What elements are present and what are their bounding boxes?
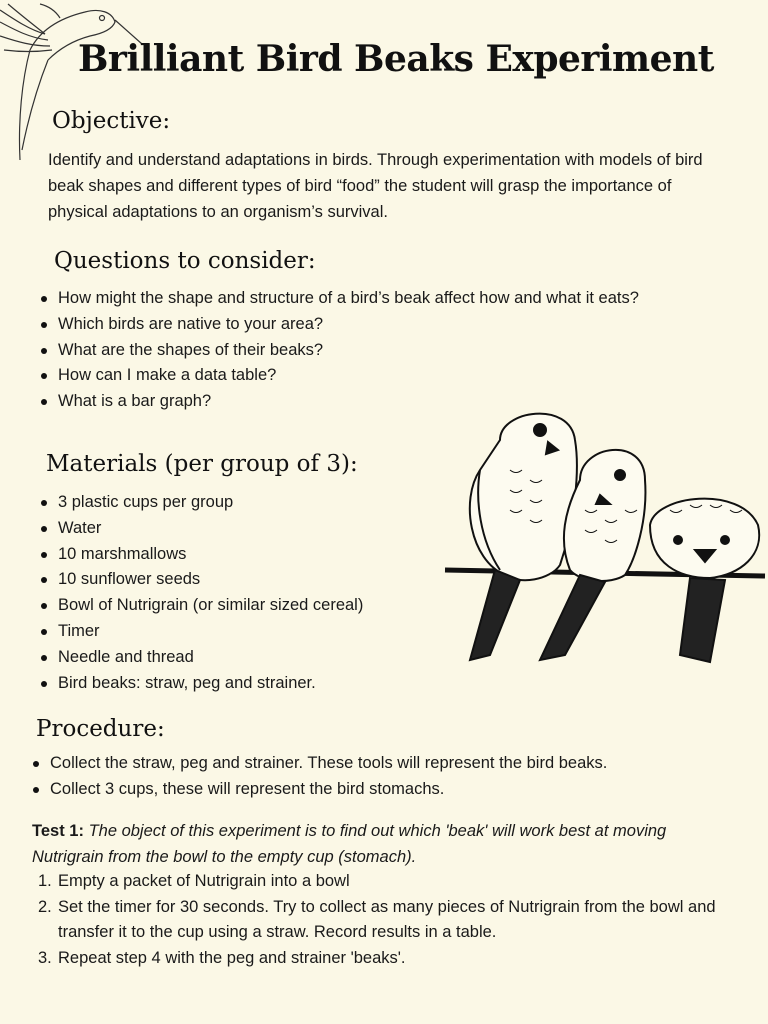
step-text: Set the timer for 30 seconds. Try to collect as many pieces of Nutrigrain from the bowl and transfer it to the cup using a straw. Record results in a table.	[58, 897, 716, 941]
list-item	[32, 869, 762, 895]
list-item: Water	[34, 516, 363, 542]
test1-description: The object of this experiment is to find out which 'beak' will work best at moving Nutrigrain from the bowl to the empty cup (stomach).	[32, 822, 667, 866]
procedure-heading: Procedure:	[36, 716, 165, 742]
list-item	[32, 946, 762, 972]
list-item: Bowl of Nutrigrain (or similar sized cereal)	[34, 593, 363, 619]
test1-paragraph	[32, 818, 732, 870]
list-item: Needle and thread	[34, 645, 363, 671]
step-text: Empty a packet of Nutrigrain into a bowl	[58, 872, 350, 890]
step-number: 1.	[38, 872, 52, 890]
list-item: Timer	[34, 619, 363, 645]
list-item: How might the shape and structure of a bird’s beak affect how and what it eats?	[34, 286, 639, 312]
objective-heading: Objective:	[52, 108, 171, 134]
list-item: 10 marshmallows	[34, 542, 363, 568]
materials-list	[34, 490, 363, 696]
questions-list	[34, 286, 639, 415]
list-item: Bird beaks: straw, peg and strainer.	[34, 671, 363, 697]
list-item	[32, 895, 762, 946]
list-item: What are the shapes of their beaks?	[34, 338, 639, 364]
procedure-list	[26, 751, 607, 803]
objective-text: Identify and understand adaptations in birds. Through experimentation with models of bird beak shapes and different types of bird “food” the student will grasp the importance of physical adaptations to an organism’s survival.	[48, 151, 703, 221]
materials-heading: Materials (per group of 3):	[46, 451, 358, 477]
list-item: Collect 3 cups, these will represent the bird stomachs.	[26, 777, 607, 803]
page-title: Brilliant Bird Beaks Experiment	[78, 38, 714, 80]
list-item: What is a bar graph?	[34, 389, 639, 415]
list-item: Collect the straw, peg and strainer. These tools will represent the bird beaks.	[26, 751, 607, 777]
step-number: 2.	[38, 897, 52, 916]
test1-steps	[32, 869, 762, 971]
step-text: Repeat step 4 with the peg and strainer 'beaks'.	[58, 948, 406, 967]
list-item: Which birds are native to your area?	[34, 312, 639, 338]
list-item: How can I make a data table?	[34, 363, 639, 389]
step-number: 3.	[38, 948, 52, 967]
list-item: 3 plastic cups per group	[34, 490, 363, 516]
list-item: 10 sunflower seeds	[34, 567, 363, 593]
test1-label: Test 1:	[32, 822, 84, 840]
hummingbird-illustration	[0, 0, 150, 170]
perched-birds-illustration	[440, 400, 768, 670]
questions-heading: Questions to consider:	[54, 248, 316, 274]
